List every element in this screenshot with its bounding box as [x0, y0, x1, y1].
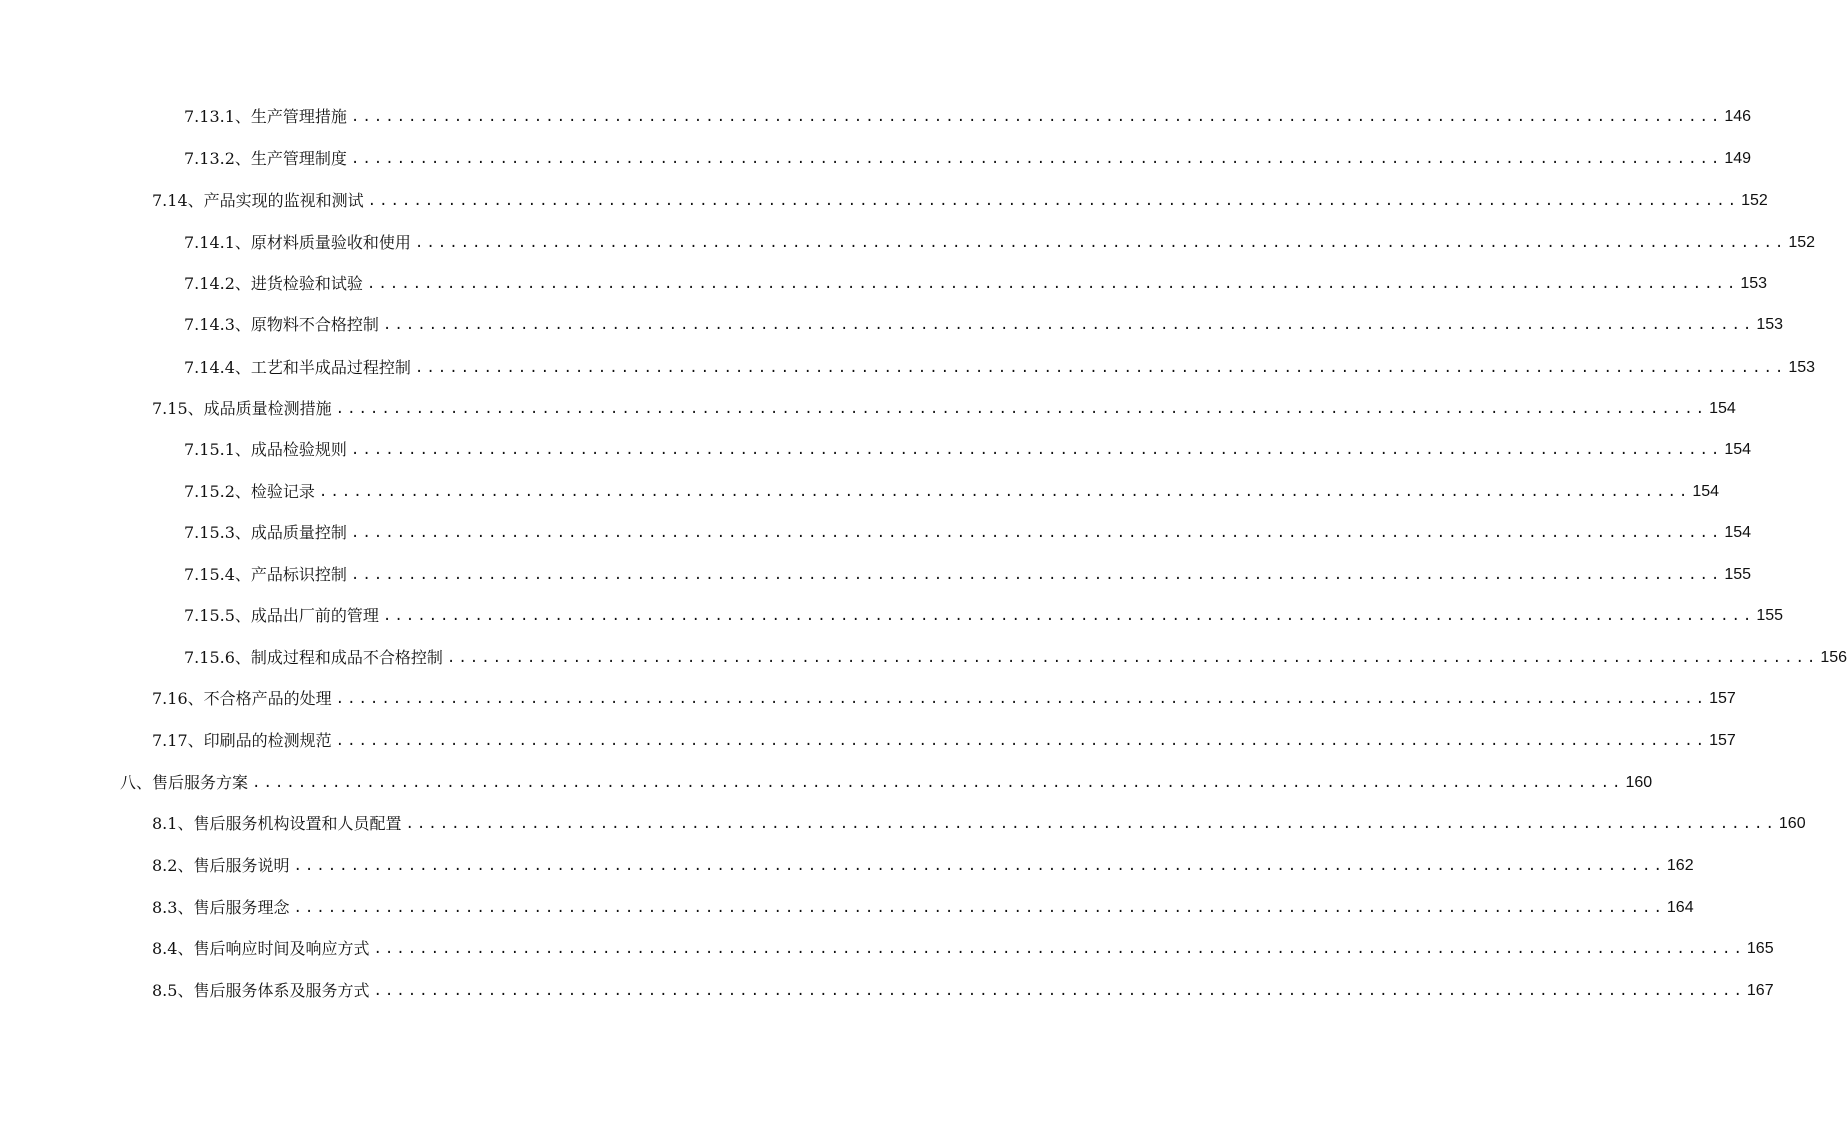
toc-entry-page: 154 — [1709, 400, 1736, 417]
toc-leader-dots: ........................................................................................................................ — [252, 775, 1624, 791]
toc-entry-page: 160 — [1778, 815, 1806, 832]
toc-entry-title: 7.15、成品质量检测措施 — [152, 399, 332, 418]
toc-entry-title: 7.14.4、工艺和半成品过程控制 — [184, 358, 411, 377]
toc-leader-dots: ........................................................................................................................ — [350, 525, 1723, 541]
toc-entry[interactable] — [184, 312, 1784, 338]
toc-entry-title: 8.2、售后服务说明 — [152, 856, 290, 875]
toc-entry-page: 165 — [1746, 940, 1774, 957]
toc-entry-title: 7.14.1、原材料质量验收和使用 — [184, 233, 411, 252]
toc-entry-title: 7.13.2、生产管理制度 — [184, 149, 347, 168]
toc-entry-title: 7.15.4、产品标识控制 — [184, 565, 347, 584]
toc-entry[interactable] — [184, 230, 1816, 256]
toc-leader-dots: ........................................................................................................................ — [446, 650, 1819, 666]
toc-entry-page: 155 — [1724, 566, 1752, 583]
toc-entry-page: 162 — [1666, 857, 1694, 874]
toc-entry-page: 149 — [1724, 150, 1752, 167]
toc-entry-page: 154 — [1692, 483, 1720, 500]
toc-leader-dots: ........................................................................................................................ — [373, 983, 1745, 999]
toc-entry[interactable] — [184, 520, 1752, 546]
toc-leader-dots: ........................................................................................................................ — [293, 858, 1665, 874]
toc-entry-page: 152 — [1741, 192, 1768, 209]
toc-leader-dots: ........................................................................................................................ — [373, 941, 1745, 957]
toc-entry[interactable] — [184, 104, 1752, 130]
toc-entry-page: 153 — [1756, 316, 1784, 333]
toc-entry[interactable] — [152, 895, 1694, 921]
toc-entry[interactable] — [152, 811, 1806, 837]
toc-entry[interactable] — [152, 978, 1774, 1004]
toc-entry-page: 164 — [1666, 899, 1694, 916]
toc-entry[interactable] — [184, 355, 1816, 381]
toc-entry[interactable] — [152, 728, 1736, 754]
toc-entry[interactable] — [184, 146, 1752, 172]
toc-entry-title: 7.13.1、生产管理措施 — [184, 107, 347, 126]
toc-entry[interactable] — [152, 936, 1774, 962]
toc-leader-dots: ........................................................................................................................ — [414, 235, 1787, 251]
toc-entry-page: 156 — [1820, 649, 1847, 666]
toc-leader-dots: ........................................................................................................................ — [318, 484, 1691, 500]
toc-entry-title: 8.5、售后服务体系及服务方式 — [152, 981, 370, 1000]
toc-entry[interactable] — [184, 603, 1784, 629]
toc-entry-title: 8.4、售后响应时间及响应方式 — [152, 939, 370, 958]
toc-leader-dots: ........................................................................................................................ — [405, 816, 1777, 832]
toc-entry-title: 7.14、产品实现的监视和测试 — [152, 191, 364, 210]
toc-entry-page: 157 — [1709, 732, 1736, 749]
toc-leader-dots: ........................................................................................................................ — [335, 733, 1708, 749]
toc-entry-page: 154 — [1724, 524, 1752, 541]
toc-leader-dots: ........................................................................................................................ — [414, 360, 1787, 376]
toc-entry-page: 154 — [1724, 441, 1752, 458]
toc-entry-title: 八、售后服务方案 — [120, 773, 249, 792]
toc-entry-title: 7.14.3、原物料不合格控制 — [184, 315, 379, 334]
toc-entry-page: 153 — [1788, 359, 1816, 376]
toc-entry-page: 152 — [1788, 234, 1816, 251]
toc-leader-dots: ........................................................................................................................ — [382, 317, 1755, 333]
toc-entry[interactable] — [184, 562, 1752, 588]
toc-entry[interactable] — [184, 645, 1847, 671]
toc-leader-dots: ........................................................................................................................ — [335, 691, 1708, 707]
toc-leader-dots: ........................................................................................................................ — [350, 442, 1723, 458]
toc-entry[interactable] — [152, 396, 1736, 422]
toc-entry-title: 7.14.2、进货检验和试验 — [184, 274, 363, 293]
toc-entry[interactable] — [184, 271, 1768, 297]
toc-entry-title: 7.15.3、成品质量控制 — [184, 523, 347, 542]
toc-entry-title: 8.3、售后服务理念 — [152, 898, 290, 917]
toc-leader-dots: ........................................................................................................................ — [382, 608, 1755, 624]
toc-entry[interactable] — [120, 770, 1653, 796]
toc-entry-title: 7.15.6、制成过程和成品不合格控制 — [184, 648, 443, 667]
toc-entry-page: 153 — [1740, 275, 1768, 292]
toc-entry-page: 146 — [1724, 108, 1752, 125]
toc-leader-dots: ........................................................................................................................ — [350, 567, 1723, 583]
toc-entry-page: 167 — [1746, 982, 1774, 999]
toc-leader-dots: ........................................................................................................................ — [335, 401, 1708, 417]
toc-entry[interactable] — [152, 686, 1736, 712]
toc-entry-title: 7.15.1、成品检验规则 — [184, 440, 347, 459]
toc-leader-dots: ........................................................................................................................ — [366, 276, 1739, 292]
toc-entry-title: 7.15.2、检验记录 — [184, 482, 315, 501]
toc-leader-dots: ........................................................................................................................ — [367, 193, 1740, 209]
toc-entry[interactable] — [152, 853, 1694, 879]
toc-entry-title: 7.17、印刷品的检测规范 — [152, 731, 332, 750]
toc-entry-page: 160 — [1625, 774, 1653, 791]
toc-leader-dots: ........................................................................................................................ — [350, 151, 1723, 167]
toc-entry[interactable] — [184, 479, 1720, 505]
toc-entry-title: 7.15.5、成品出厂前的管理 — [184, 606, 379, 625]
toc-entry-page: 157 — [1709, 690, 1736, 707]
toc-entry[interactable] — [184, 437, 1752, 463]
toc-entry-title: 7.16、不合格产品的处理 — [152, 689, 332, 708]
toc-entry-title: 8.1、售后服务机构设置和人员配置 — [152, 814, 402, 833]
toc-leader-dots: ........................................................................................................................ — [350, 109, 1723, 125]
toc-entry[interactable] — [152, 188, 1768, 214]
toc-entry-page: 155 — [1756, 607, 1784, 624]
toc-leader-dots: ........................................................................................................................ — [293, 900, 1665, 916]
